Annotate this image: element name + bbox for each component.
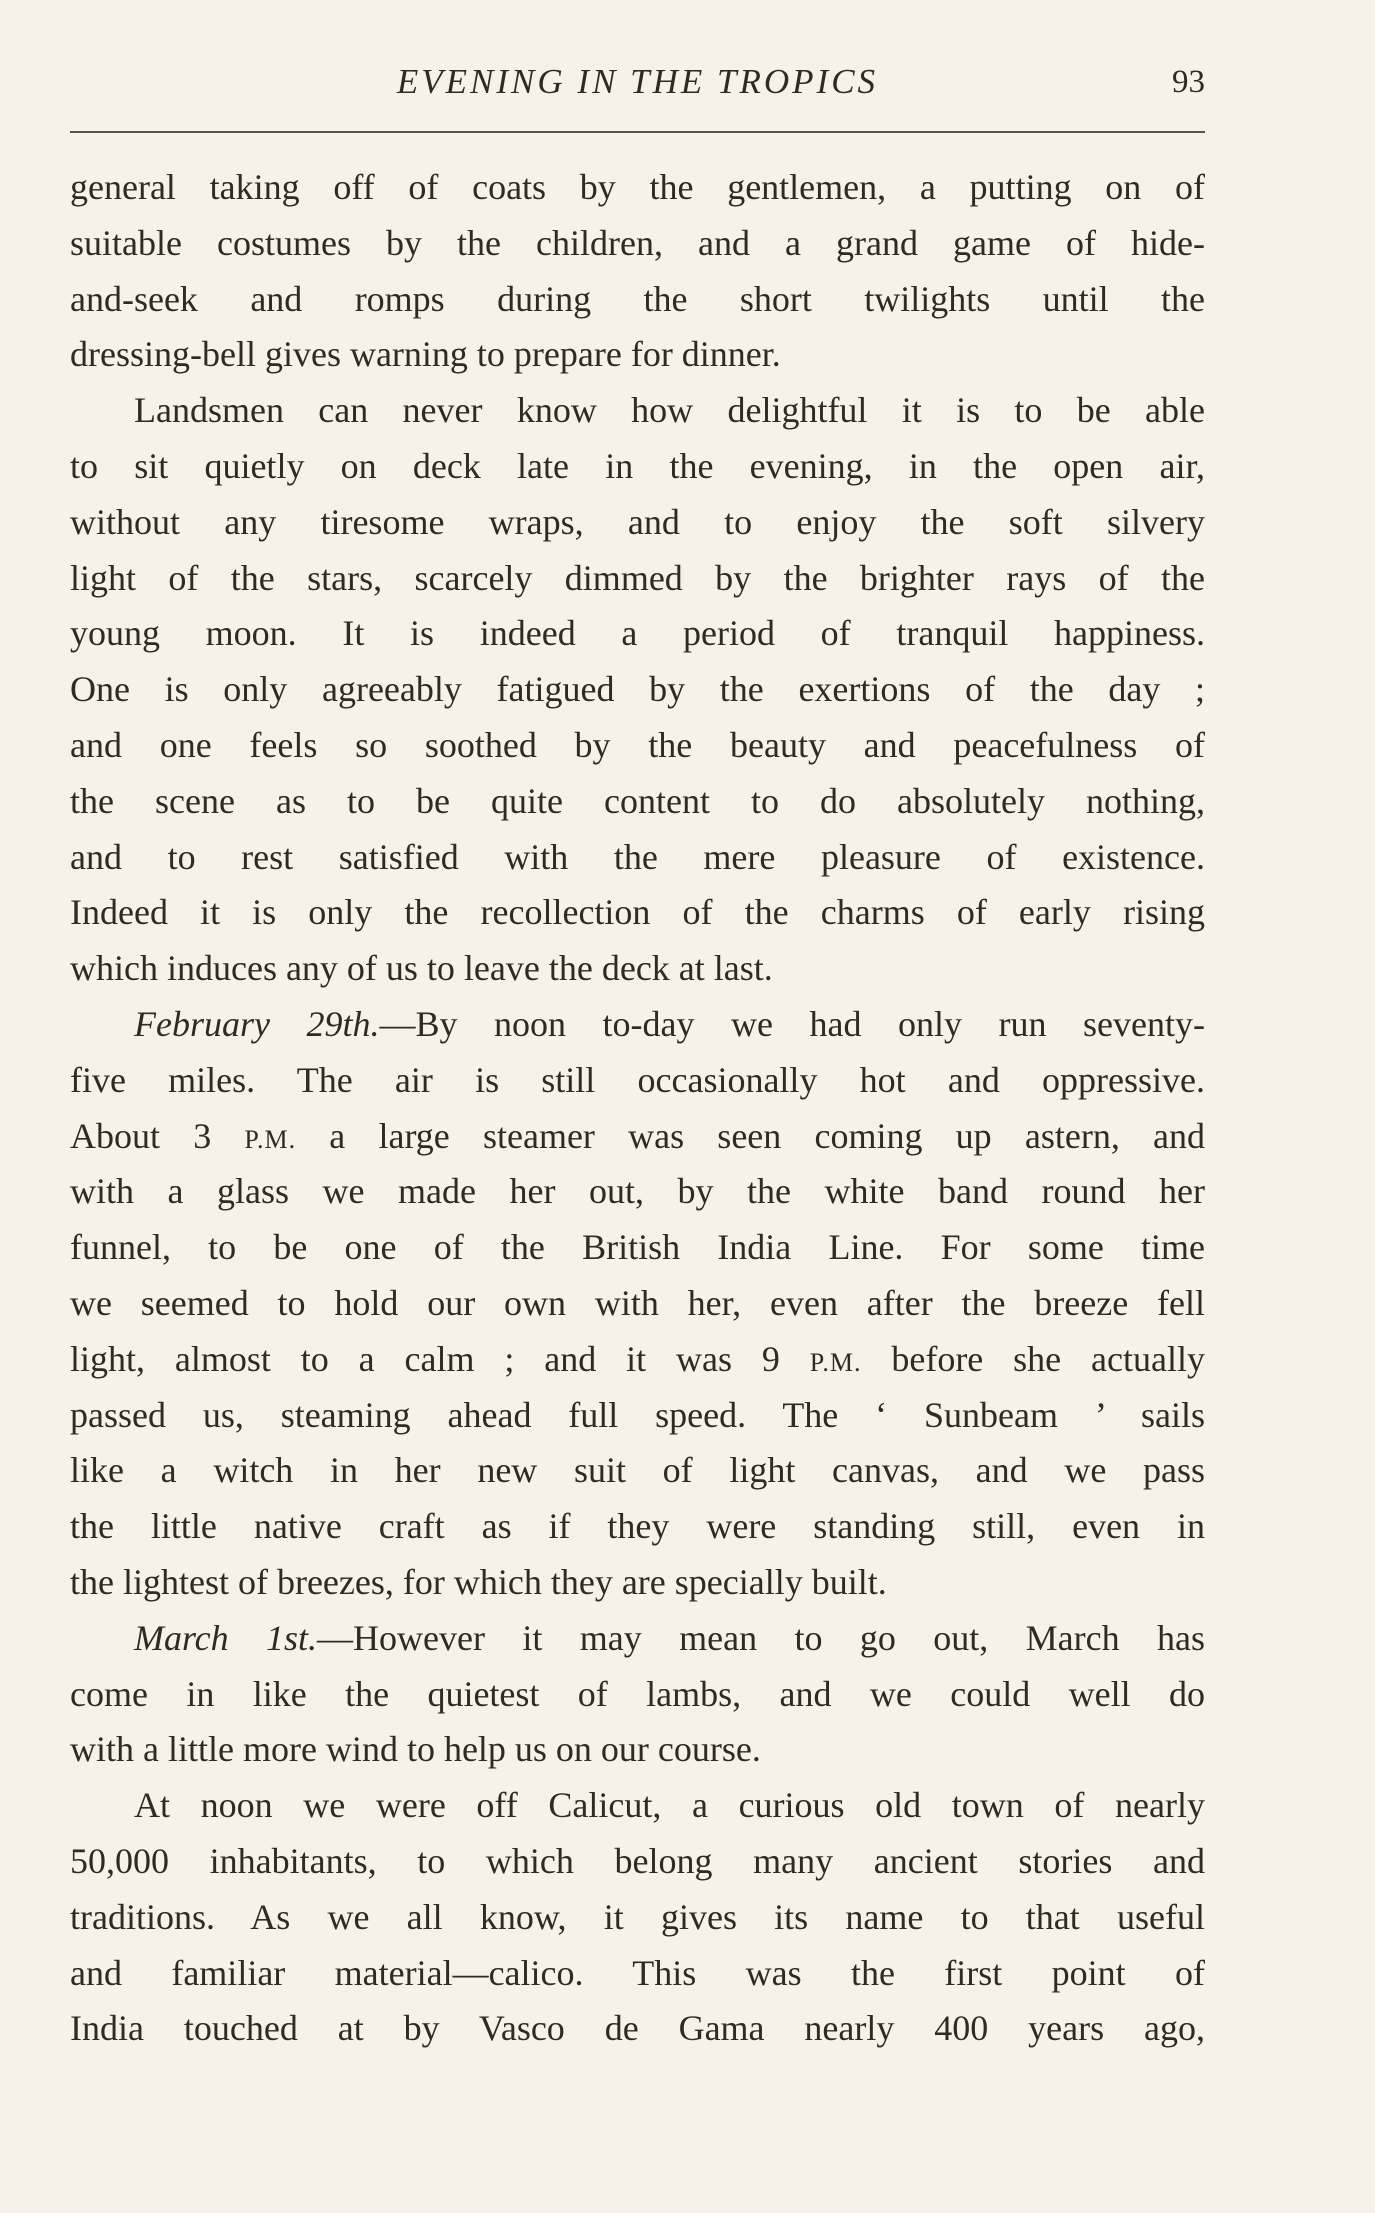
text-line: which induces any of us to leave the deck at last. (70, 948, 773, 989)
diary-date: February 29th. (134, 1003, 380, 1044)
text-run: —However it may mean to go out, March has (317, 1617, 1205, 1658)
running-title: EVENING IN THE TROPICS (396, 62, 879, 101)
diary-date: March 1st. (134, 1617, 318, 1658)
text-run: light, almost to a calm ; and it was 9 (70, 1338, 810, 1379)
text-line: to sit quietly on deck late in the evening, in the open air, (70, 445, 1205, 486)
text-run: before she actually (861, 1338, 1205, 1379)
text-line: with a glass we made her out, by the white band round her (70, 1171, 1205, 1212)
text-line: At noon we were off Calicut, a curious old town of nearly (134, 1785, 1205, 1826)
text-line: 50,000 inhabitants, to which belong many ancient stories and (70, 1840, 1205, 1881)
text-line: like a witch in her new suit of light canvas, and we pass (70, 1450, 1205, 1491)
text-line: One is only agreeably fatigued by the exertions of the day ; (70, 669, 1205, 710)
text-line: and to rest satisfied with the mere pleasure of existence. (70, 836, 1205, 877)
text-line: come in like the quietest of lambs, and we could well do (70, 1673, 1205, 1714)
text-line: and one feels so soothed by the beauty and peacefulness of (70, 724, 1205, 765)
text-line: and familiar material—calico. This was the first point of (70, 1952, 1205, 1993)
time-abbrev: P.M. (244, 1124, 297, 1154)
text-line (70, 1332, 1205, 1388)
text-line: passed us, steaming ahead full speed. The ‘ Sunbeam ’ sails (70, 1394, 1205, 1435)
text-line (70, 1611, 1205, 1667)
text-run: About 3 (70, 1115, 245, 1156)
time-abbrev: P.M. (809, 1347, 862, 1377)
text-line: general taking off of coats by the gentlemen, a putting on of (70, 167, 1205, 207)
text-run: —By noon to-day we had only run seventy- (379, 1003, 1205, 1044)
text-line: and-seek and romps during the short twilights until the (70, 278, 1205, 319)
text-line: dressing-bell gives warning to prepare for dinner. (70, 334, 781, 375)
text-line: Indeed it is only the recollection of the charms of early rising (70, 892, 1205, 933)
text-line: without any tiresome wraps, and to enjoy the soft silvery (70, 501, 1205, 542)
text-line (70, 997, 1205, 1053)
text-line: India touched at by Vasco de Gama nearly 400 years ago, (70, 2008, 1205, 2049)
text-line: five miles. The air is still occasionally hot and oppressive. (70, 1059, 1205, 1100)
text-run: a large steamer was seen coming up astern, and (296, 1115, 1205, 1156)
text-line: we seemed to hold our own with her, even after the breeze fell (70, 1282, 1205, 1323)
text-line: suitable costumes by the children, and a grand game of hide- (70, 222, 1205, 263)
page-number: 93 (1172, 64, 1205, 100)
text-line: with a little more wind to help us on our course. (70, 1729, 761, 1770)
text-line: light of the stars, scarcely dimmed by the brighter rays of the (70, 557, 1205, 598)
body-text (70, 160, 1205, 2057)
header-rule (70, 131, 1205, 133)
text-line: Landsmen can never know how delightful it is to be able (134, 390, 1205, 431)
text-line: the little native craft as if they were standing still, even in (70, 1506, 1205, 1547)
text-line: traditions. As we all know, it gives its name to that useful (70, 1896, 1205, 1937)
text-line: the scene as to be quite content to do absolutely nothing, (70, 780, 1205, 821)
text-line: funnel, to be one of the British India Line. For some time (70, 1227, 1205, 1268)
text-line (70, 1109, 1205, 1165)
text-line: the lightest of breezes, for which they are specially built. (70, 1561, 887, 1602)
running-head (70, 58, 1205, 118)
text-line: young moon. It is indeed a period of tranquil happiness. (70, 613, 1205, 654)
